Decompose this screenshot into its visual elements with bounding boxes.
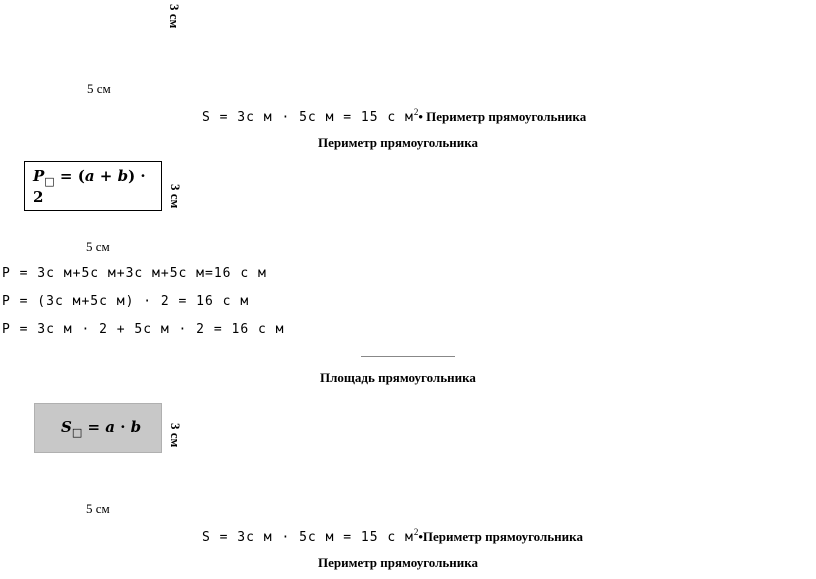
perimeter-calc-line-2: P = (3с м+5с м) · 2 = 16 с м [2,294,250,309]
height-label-perimeter: 3 см [168,184,183,209]
formula-eq: = [82,417,106,436]
width-label-perimeter: 5 см [86,239,110,254]
area-equation-tail: •Периметр прямоугольника [418,529,583,544]
area-equation-text: S = 3с м · 5с м = 15 с м [202,110,414,125]
perimeter-heading-bottom: Периметр прямоугольника [318,555,479,570]
width-label-top: 5 см [87,81,111,96]
rectangle-subscript: □ [71,425,83,439]
perimeter-formula [33,167,161,206]
rectangle-subscript: □ [44,174,55,188]
height-label-top: 3 см [167,4,182,29]
area-exponent: 2 [413,527,419,537]
area-formula [61,418,141,439]
formula-eq: = ( [54,166,85,185]
perimeter-symbol: P [33,166,45,185]
perimeter-formula-box [24,161,162,211]
formula-plus: + [94,166,118,185]
width-label-area: 5 см [86,501,110,516]
area-exponent: 2 [413,107,419,117]
area-equation-bottom [202,527,583,546]
formula-end: ) · 2 [33,166,146,206]
var-b: b [130,417,142,436]
height-label-area: 3 см [168,423,183,448]
perimeter-heading: Периметр прямоугольника [318,135,479,150]
var-a: a [84,166,95,185]
perimeter-calc-line-3: P = 3с м · 2 + 5с м · 2 = 16 с м [2,322,285,337]
area-equation-text: S = 3с м · 5с м = 15 с м [202,530,414,545]
area-heading: Площадь прямоугольника [320,370,476,385]
formula-dot: · [115,417,131,436]
section-divider [361,356,455,357]
var-b: b [117,166,129,185]
area-formula-box [34,403,162,453]
area-equation-top [202,107,586,126]
var-a: a [105,417,115,436]
area-symbol: S [61,417,72,436]
perimeter-calc-line-1: P = 3с м+5с м+3с м+5с м=16 с м [2,266,267,281]
area-equation-tail: • Периметр прямоугольника [418,109,587,124]
